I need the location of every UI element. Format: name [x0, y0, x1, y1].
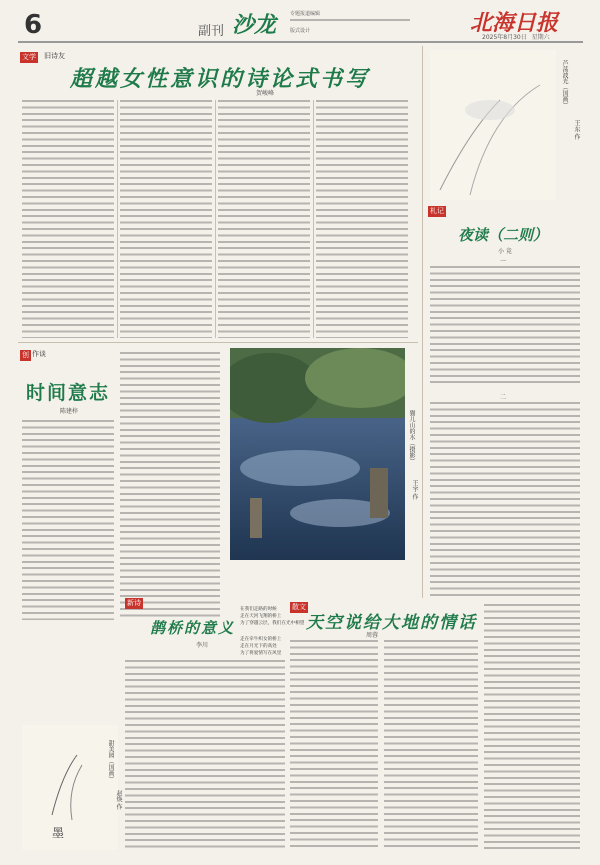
newspaper-name: 北海日报 — [470, 10, 559, 36]
essay2-col-2 — [120, 352, 220, 620]
right-title: 夜读（二则） — [458, 226, 549, 244]
right-author: 小 竞 — [498, 248, 512, 255]
header-rule — [18, 41, 583, 43]
design-line: 版式设计 — [290, 28, 311, 34]
right-tag: 札记 — [430, 207, 444, 215]
bottom-caption: 甜美园（国画） — [107, 740, 114, 782]
essay2-tag: 创 — [22, 351, 29, 359]
essay1-title: 超越女性意识的诗论式书写 — [70, 66, 371, 92]
essay1-col-1 — [22, 100, 114, 338]
essay3-title: 天空说给大地的情话 — [306, 613, 477, 633]
essay3-author: 周蓉 — [366, 632, 379, 639]
bottom-author: 赵焕 作 — [115, 790, 122, 810]
left-painting — [22, 725, 118, 850]
essay3-col-2 — [384, 640, 478, 850]
poem-tag: 新诗 — [127, 599, 141, 607]
essay1-col-3 — [218, 100, 310, 338]
essay2-author: 陈建梓 — [60, 408, 79, 415]
painting-author: 王东 作 — [573, 120, 580, 140]
pond-photo — [230, 348, 405, 560]
essay1-col-2 — [120, 100, 212, 338]
masthead — [0, 0, 600, 40]
essay3-col-1 — [290, 640, 378, 850]
editor-line: 专题报道编辑 — [290, 11, 321, 17]
right-painting — [430, 50, 556, 200]
poem-stanza-2: 走在牵牛织女的桥上 走在月光下的高处 为了将爱情写在风里 — [240, 637, 282, 656]
painting-caption: 芦荡波光（国画） — [561, 60, 568, 108]
poem-title: 鹊桥的意义 — [150, 619, 236, 637]
right-section-2: 二 — [500, 394, 507, 401]
right-text-2 — [430, 402, 580, 598]
essay1-author: 贺峻峰 — [256, 90, 275, 97]
section-logo: 沙龙 — [232, 12, 277, 38]
essay2-column: 作谈 — [32, 350, 46, 358]
issue-date: 2025年8月30日 — [482, 34, 527, 41]
section-name: 副刊 — [198, 24, 225, 39]
essay1-column: 旧诗友 — [44, 52, 65, 60]
svg-text:墨: 墨 — [52, 826, 65, 840]
essay3-col-3 — [484, 604, 580, 850]
right-text-1 — [430, 266, 580, 386]
right-section-1: 一 — [500, 258, 507, 265]
issue-weekday: 星期六 — [531, 34, 550, 41]
essay2-col-1 — [22, 420, 114, 620]
poem-stanza-1: 在我们走路的时候 走在天河飞翔的桥上 为了穿越云层，我们在光中相望 — [240, 607, 305, 626]
essay1-tag: 文学 — [22, 53, 36, 61]
essay2-title: 时间意志 — [26, 382, 111, 404]
poem-author: 李川 — [196, 642, 209, 649]
essay1-col-4 — [316, 100, 408, 338]
photo-caption: 猫儿山的水（摄影） — [408, 410, 415, 464]
photo-author: 王宇 作 — [411, 480, 418, 500]
poem-body — [125, 660, 285, 850]
page-number: 6 — [24, 10, 43, 40]
essay3-tag: 散文 — [292, 603, 306, 611]
